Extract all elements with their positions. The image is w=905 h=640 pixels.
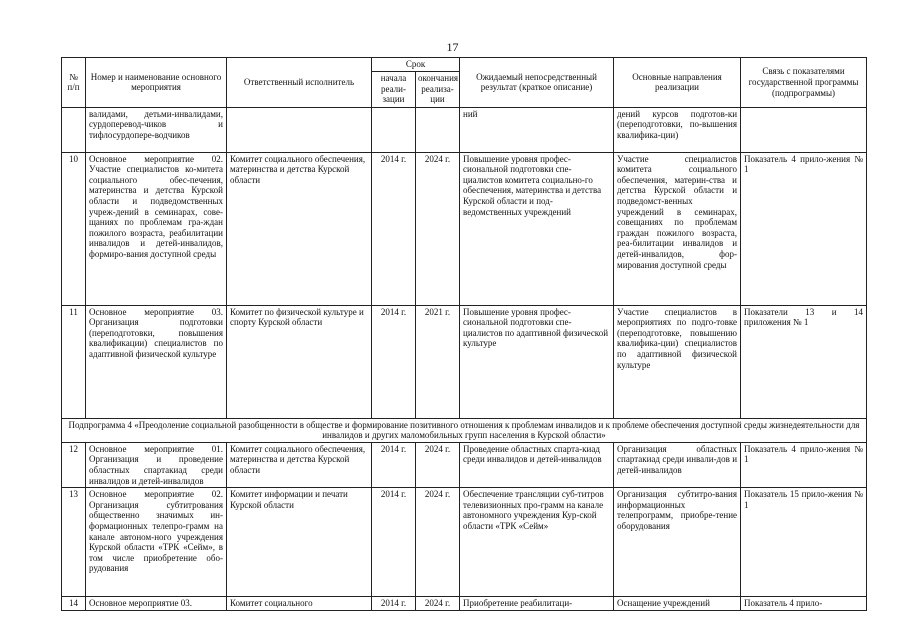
subprogram-title: Подпрограмма 4 «Преодоление социальной разобщенности в обществе и формирование позитивного отношения к проблемам инвалидов и к проблеме обеспечения доступной среды жизнедеятельности для инвалидов и других маломобильных групп населения в Курской области» (62, 418, 867, 442)
cell-link: Показатель 4 прило-жения № 1 (741, 152, 867, 305)
table-row (62, 152, 867, 305)
cell-num: 11 (62, 305, 86, 418)
page-number: 17 (446, 40, 459, 54)
cell-name: Основное мероприятие 02. Участие специалистов ко-митета социального обес-печения, материнства и детства Курской области и подведомственных учреж-дений в семинарах, сове-щаниях по проблемам гра-ждан пожилого возраста, реабилитации инвалидов и детей-инвалидов, формиро-вания доступной среды (86, 152, 227, 305)
cell-end: 2024 г. (416, 488, 460, 597)
cell-name: Основное мероприятие 01. Организация и проведение областных спартакиад среди инвалидов и детей-инвалидов (86, 442, 227, 487)
table-row (62, 488, 867, 597)
cell-start: 2014 г. (372, 488, 416, 597)
header-name: Номер и наименование основного мероприятия (86, 58, 227, 108)
cell-end: 2024 г. (416, 442, 460, 487)
cell-executor: Комитет социального обеспечения, материнства и детства Курской области (227, 152, 372, 305)
cell-link: Показатель 15 прило-жения № 1 (741, 488, 867, 597)
cell-num: 10 (62, 152, 86, 305)
table-row (62, 597, 867, 611)
header-executor: Ответственный исполнитель (227, 58, 372, 108)
cell-directions: дений курсов подготов-ки (переподготовки, по-вышения квалифика-ции) (614, 107, 741, 152)
cell-directions: Организация субтитро-вания информационных телепрограмм, приобре-тение оборудования (614, 488, 741, 597)
table-row (62, 305, 867, 418)
cell-num (62, 107, 86, 152)
cell-executor: Комитет социального (227, 597, 372, 611)
cell-link: Показатели 13 и 14 приложения № 1 (741, 305, 867, 418)
table-row (62, 107, 867, 152)
cell-start (372, 107, 416, 152)
measures-table (61, 57, 867, 611)
header-term: Срок (372, 58, 460, 72)
cell-num: 13 (62, 488, 86, 597)
cell-link (741, 107, 867, 152)
cell-start: 2014 г. (372, 152, 416, 305)
cell-directions: Участие специалистов комитета социального обеспечения, материн-ства и детства Курской области и подведомст-венных учреждений в семинарах, совещаниях по проблемам граждан пожилого возраста, реа-билитации инвалидов и детей-инвалидов, фор-мирования доступной среды (614, 152, 741, 305)
cell-end: 2024 г. (416, 152, 460, 305)
cell-name: Основное мероприятие 03. Организация подготовки (переподготовки, повышения квалификации) специалистов по адаптивной физической культуре (86, 305, 227, 418)
cell-link: Показатель 4 прило- (741, 597, 867, 611)
header-start: начала реали-зации (372, 71, 416, 107)
cell-result: ний (460, 107, 614, 152)
cell-name: Основное мероприятие 03. (86, 597, 227, 611)
cell-result: Повышение уровня профес-сиональной подготовки спе-циалистов комитета социально-го обеспечения, материнства и детства Курской области и под-ведомственных учреждений (460, 152, 614, 305)
cell-executor: Комитет информации и печати Курской области (227, 488, 372, 597)
header-directions: Основные направления реализации (614, 58, 741, 108)
header-num: № п/п (62, 58, 86, 108)
cell-end (416, 107, 460, 152)
header-link: Связь с показателями государственной программы (подпрограммы) (741, 58, 867, 108)
cell-result: Приобретение реабилитаци- (460, 597, 614, 611)
table-row (62, 442, 867, 487)
cell-executor: Комитет по физической культуре и спорту Курской области (227, 305, 372, 418)
cell-name: валидами, детьми-инвалидами, сурдоперевод-чиков и тифлосурдопере-водчиков (86, 107, 227, 152)
cell-num: 14 (62, 597, 86, 611)
cell-num: 12 (62, 442, 86, 487)
subprogram-row (62, 418, 867, 442)
cell-directions: Участие специалистов в мероприятиях по подго-товке (переподготовке, повышению квалифика-ции) специалистов по адаптивной физической культуре (614, 305, 741, 418)
cell-result: Проведение областных спарта-киад среди инвалидов и детей-инвалидов (460, 442, 614, 487)
cell-result: Повышение уровня профес-сиональной подготовки спе-циалистов по адаптивной физической культуре (460, 305, 614, 418)
cell-end: 2021 г. (416, 305, 460, 418)
cell-link: Показатель 4 прило-жения № 1 (741, 442, 867, 487)
cell-end: 2024 г. (416, 597, 460, 611)
cell-directions: Оснащение учреждений (614, 597, 741, 611)
cell-result: Обеспечение трансляции суб-титров телевизионных про-грамм на канале автономного учреждения Кур-ской области «ТРК «Сейм» (460, 488, 614, 597)
cell-start: 2014 г. (372, 597, 416, 611)
cell-executor (227, 107, 372, 152)
cell-executor: Комитет социального обеспечения, материнства и детства Курской области (227, 442, 372, 487)
cell-start: 2014 г. (372, 442, 416, 487)
cell-start: 2014 г. (372, 305, 416, 418)
cell-name: Основное мероприятие 02. Организация субтитрования общественно значимых ин-формационных телепро-грамм на канале автоном-ного учреждения Курской области «ТРК «Сейм», в том числе приобретение обо-рудования (86, 488, 227, 597)
header-result: Ожидаемый непосредственный результат (краткое описание) (460, 58, 614, 108)
cell-directions: Организация областных спартакиад среди инвали-дов и детей-инвалидов (614, 442, 741, 487)
header-end: окончания реализа-ции (416, 71, 460, 107)
